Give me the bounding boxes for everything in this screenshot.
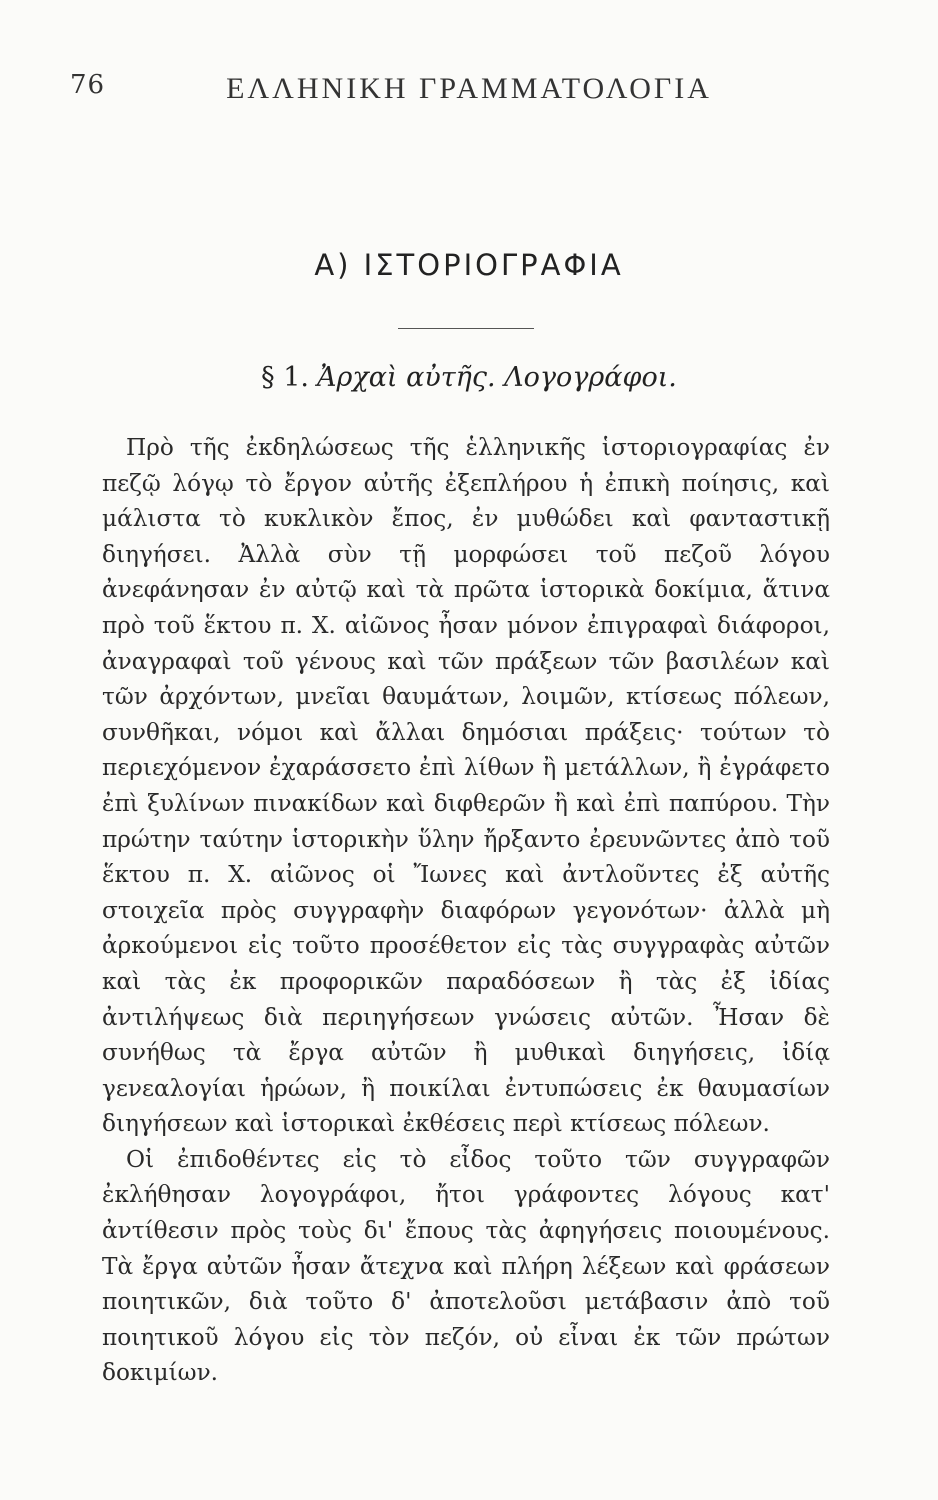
section-title: Α) ΙΣΤΟΡΙΟΓΡΑΦΙΑ <box>314 248 624 282</box>
paragraph-2: Οἱ ἐπιδοθέντες εἰς τὸ εἶδος τοῦτο τῶν συγγραφῶν ἐκλήθησαν λογογράφοι, ἤτοι γράφοντες λόγους κατ' ἀντίθεσιν πρὸς τοὺς δι' ἔπους τὰς ἀφηγήσεις ποιουμένους. Τὰ ἔργα αὐτῶν ἦσαν ἄτεχνα καὶ πλήρη λέξεων καὶ φράσεων ποιητικῶν, διὰ τοῦτο δ' ἀποτελοῦσι μετάβασιν ἀπὸ τοῦ ποιητικοῦ λόγου εἰς τὸν πεζόν, οὐ εἶναι ἐκ τῶν πρώτων δοκιμίων. <box>102 1145 830 1387</box>
section-symbol: § 1. <box>261 362 309 393</box>
section-divider <box>398 328 534 329</box>
subsection-title: Ἀρχαὶ αὐτῆς. Λογογράφοι. <box>316 362 677 393</box>
subsection-heading <box>0 362 938 393</box>
running-header <box>0 66 938 114</box>
body-text <box>102 430 830 1391</box>
paragraph-1: Πρὸ τῆς ἐκδηλώσεως τῆς ἑλληνικῆς ἱστοριογραφίας ἐν πεζῷ λόγῳ τὸ ἔργον αὐτῆς ἐξεπλήρου ἡ ἐπικὴ ποίησις, καὶ μάλιστα τὸ κυκλικὸν ἔπος, ἐν μυθώδει καὶ φανταστικῇ διηγήσει. Ἀλλὰ σὺν τῇ μορφώσει τοῦ πεζοῦ λόγου ἀνεφάνησαν ἐν αὐτῷ καὶ τὰ πρῶτα ἱστορικὰ δοκίμια, ἅτινα πρὸ τοῦ ἕκτου π. Χ. αἰῶνος ἦσαν μόνον ἐπιγραφαὶ διάφοροι, ἀναγραφαὶ τοῦ γένους καὶ τῶν πράξεων τῶν βασιλέων καὶ τῶν ἀρχόντων, μνεῖαι θαυμάτων, λοιμῶν, κτίσεως πόλεων, συνθῆκαι, νόμοι καὶ ἄλλαι δημόσιαι πράξεις· τούτων τὸ περιεχόμενον ἐχαράσσετο ἐπὶ λίθων ἢ μετάλλων, ἢ ἐγράφετο ἐπὶ ξυλίνων πινακίδων καὶ διφθερῶν ἢ καὶ ἐπὶ παπύρου. Τὴν πρώτην ταύτην ἱστορικὴν ὕλην ἤρξαντο ἐρευνῶντες ἀπὸ τοῦ ἕκτου π. Χ. αἰῶνος οἱ Ἴωνες καὶ ἀντλοῦντες ἐξ αὐτῆς στοιχεῖα πρὸς συγγραφὴν διαφόρων γεγονότων· ἀλλὰ μὴ ἀρκούμενοι εἰς τοῦτο προσέθετον εἰς τὰς συγγραφὰς αὐτῶν καὶ τὰς ἐκ προφορικῶν παραδόσεων ἢ τὰς ἐξ ἰδίας ἀντιλήψεως διὰ περιηγήσεων γνώσεις αὐτῶν. Ἦσαν δὲ συνήθως τὰ ἔργα αὐτῶν ἢ μυθικαὶ διηγήσεις, ἰδίᾳ γενεαλογίαι ἡρώων, ἢ ποικίλαι ἐντυπώσεις ἐκ θαυμασίων διηγήσεων καὶ ἱστορικαὶ ἐκθέσεις περὶ κτίσεως πόλεων. <box>102 434 830 1138</box>
running-title: ΕΛΛΗΝΙΚΗ ΓΡΑΜΜΑΤΟΛΟΓΙΑ <box>226 72 712 105</box>
page-number: 76 <box>70 70 106 100</box>
